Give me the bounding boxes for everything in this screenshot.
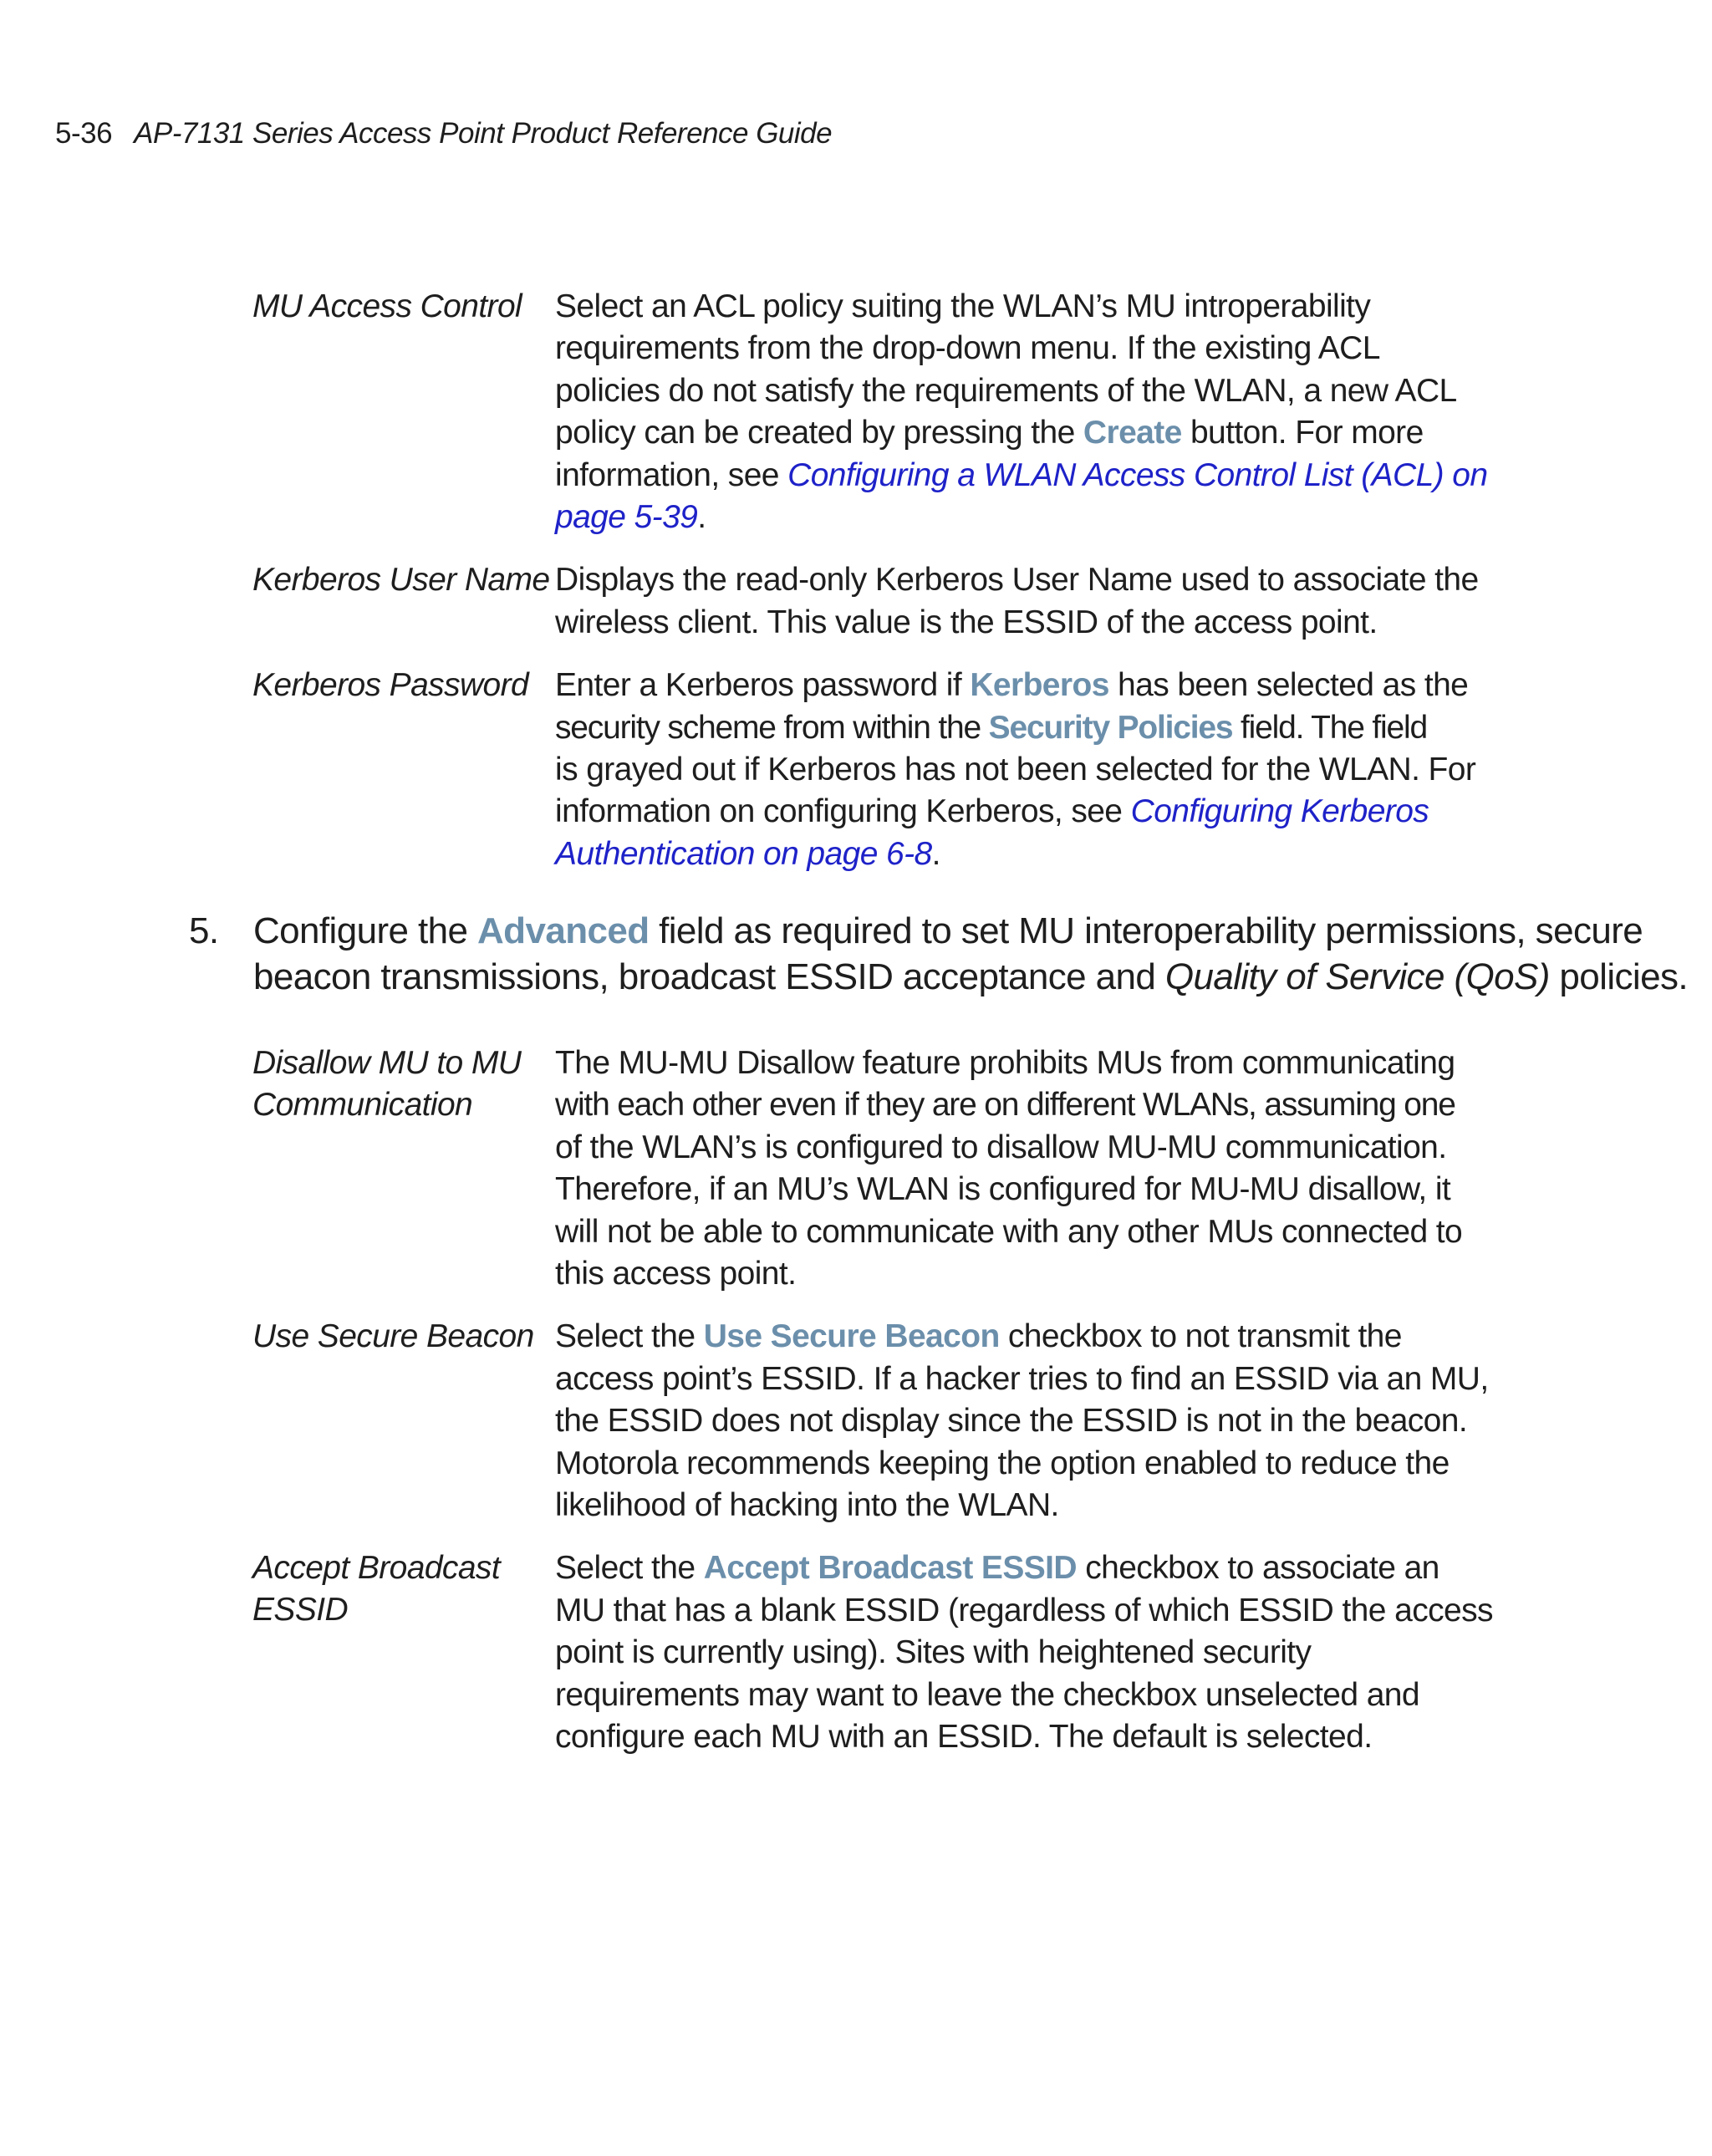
text-line: the ESSID does not display since the ESSID is not in the beacon. <box>555 1403 1468 1440</box>
text-run: field. The field <box>1232 709 1427 746</box>
page-header <box>55 117 832 150</box>
text-line: access point’s ESSID. If a hacker tries to find an ESSID via an MU, <box>555 1360 1489 1397</box>
text-line <box>555 707 1427 749</box>
definition-row-disallow-mu <box>252 1042 1463 1295</box>
text-run: Select the <box>555 1550 704 1587</box>
text-line: with each other even if they are on different WLANs, assuming one <box>555 1087 1455 1124</box>
description-kerberos-password <box>555 665 1476 875</box>
description-disallow-mu <box>555 1042 1463 1295</box>
text-run: Enter a Kerberos password if <box>555 667 971 704</box>
text-line: is grayed out if Kerberos has not been selected for the WLAN. For <box>555 752 1476 788</box>
kerberos-ref: Kerberos <box>970 667 1109 704</box>
definition-list-advanced <box>252 1042 1493 1759</box>
text-line <box>555 791 1429 833</box>
text-line: ESSID <box>252 1592 349 1628</box>
text-line: this access point. <box>555 1256 797 1292</box>
text-line <box>555 412 1424 454</box>
text-run: information, see <box>555 456 788 493</box>
text-line: The MU-MU Disallow feature prohibits MUs from communicating <box>555 1045 1455 1081</box>
definition-row-mu-access-control <box>252 286 1488 538</box>
page-number: 5-36 <box>55 117 113 150</box>
text-line: policies do not satisfy the requirements of the WLAN, a new ACL <box>555 372 1457 409</box>
security-policies-ref: Security Policies <box>988 709 1233 746</box>
text-line <box>555 455 1488 497</box>
text-line: Displays the read-only Kerberos User Name used to associate the <box>555 562 1479 599</box>
definition-row-kerberos-user-name <box>252 559 1479 644</box>
term-mu-access-control: MU Access Control <box>252 288 522 324</box>
text-run: field as required to set MU interoperability permissions, secure <box>649 910 1643 951</box>
text-line: MU that has a blank ESSID (regardless of which ESSID the access <box>555 1592 1493 1628</box>
step-number: 5. <box>189 910 219 951</box>
accept-broadcast-essid-ref: Accept Broadcast ESSID <box>703 1550 1077 1587</box>
text-line <box>555 665 1469 706</box>
text-line: likelihood of hacking into the WLAN. <box>555 1487 1059 1524</box>
text-run: policy can be created by pressing the <box>555 415 1083 451</box>
text-line: Select an ACL policy suiting the WLAN’s MU introperability <box>555 288 1371 324</box>
text-line <box>555 497 1416 538</box>
description-broadcast-essid <box>555 1547 1493 1758</box>
step-text <box>253 908 1689 1000</box>
text-run: information on configuring Kerberos, see <box>555 793 1131 830</box>
term-broadcast-essid <box>252 1547 555 1631</box>
acl-config-page-link[interactable]: page 5-39 <box>555 499 698 536</box>
text-run: has been selected as the <box>1108 667 1469 704</box>
text-line: requirements from the drop-down menu. If the existing ACL <box>555 330 1380 367</box>
kerberos-config-page-link[interactable]: Authentication on page 6-8 <box>555 835 932 872</box>
text-run: checkbox to associate an <box>1076 1550 1439 1587</box>
text-run: beacon transmissions, broadcast ESSID acceptance and <box>253 956 1165 997</box>
term-disallow-mu <box>252 1042 555 1126</box>
guide-title: AP-7131 Series Access Point Product Reference Guide <box>134 117 833 150</box>
text-line: Accept Broadcast <box>252 1550 501 1587</box>
text-line <box>253 908 1677 954</box>
term-kerberos-user-name: Kerberos User Name <box>252 562 550 599</box>
text-line: of the WLAN’s is configured to disallow MU-MU communication. <box>555 1129 1447 1165</box>
definition-row-secure-beacon <box>252 1316 1489 1527</box>
text-run: . <box>931 835 940 872</box>
text-line: Communication <box>252 1087 473 1123</box>
acl-config-link[interactable]: Configuring a WLAN Access Control List (ACL) on <box>787 456 1488 493</box>
step-5 <box>189 908 1689 1000</box>
text-line: Motorola recommends keeping the option enabled to reduce the <box>555 1445 1450 1481</box>
text-line: configure each MU with an ESSID. The default is selected. <box>555 1719 1373 1756</box>
text-line: Disallow MU to MU <box>252 1045 522 1081</box>
text-line <box>555 833 1416 875</box>
term-kerberos-password: Kerberos Password <box>252 667 529 704</box>
text-run: checkbox to not transmit the <box>999 1318 1402 1355</box>
text-run: . <box>697 499 706 536</box>
text-line: Therefore, if an MU’s WLAN is configured for MU-MU disallow, it <box>555 1171 1451 1208</box>
definition-row-broadcast-essid <box>252 1547 1493 1758</box>
text-run: button. For more <box>1181 415 1424 451</box>
text-line: wireless client. This value is the ESSID of the access point. <box>555 604 1378 640</box>
description-secure-beacon <box>555 1316 1489 1527</box>
text-line: point is currently using). Sites with heightened security <box>555 1634 1312 1671</box>
secure-beacon-ref: Use Secure Beacon <box>703 1318 1000 1355</box>
qos-term: Quality of Service (QoS) <box>1164 956 1550 997</box>
text-line <box>555 1547 1439 1589</box>
create-button-ref: Create <box>1083 415 1182 451</box>
description-mu-access-control <box>555 286 1488 538</box>
text-line <box>555 1316 1416 1358</box>
text-run: policies. <box>1549 956 1689 997</box>
term-secure-beacon: Use Secure Beacon <box>252 1318 534 1355</box>
text-line: will not be able to communicate with any other MUs connected to <box>555 1213 1463 1250</box>
text-line: requirements may want to leave the checkbox unselected and <box>555 1676 1419 1713</box>
text-run: Configure the <box>253 910 477 951</box>
text-run: security scheme from within the <box>555 709 989 746</box>
definition-row-kerberos-password <box>252 665 1476 875</box>
text-line <box>253 954 1689 1000</box>
advanced-ref: Advanced <box>477 910 650 951</box>
kerberos-config-link[interactable]: Configuring Kerberos <box>1130 793 1429 830</box>
text-run: Select the <box>555 1318 704 1355</box>
definition-list-security <box>252 286 1488 875</box>
description-kerberos-user-name <box>555 559 1479 644</box>
